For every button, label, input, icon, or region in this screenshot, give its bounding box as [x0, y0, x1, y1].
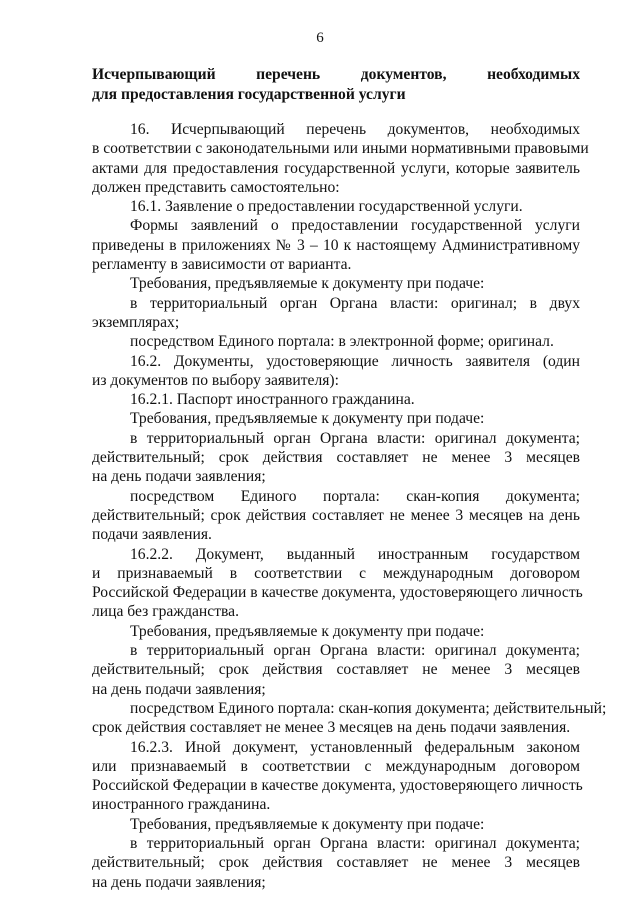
paragraph-line: Требования, предъявляемые к документу при подаче:	[130, 815, 485, 833]
paragraph-line: 16.2.1. Паспорт иностранного гражданина.	[130, 391, 415, 409]
paragraph-line: действительный; срок действия составляет не менее 3 месяцев	[92, 854, 580, 872]
paragraph-line: экземплярах;	[92, 313, 180, 331]
paragraph-line: Российской Федерации в качестве документа, удостоверяющего личность	[92, 777, 583, 795]
paragraph-line: Формы заявлений о предоставлении государственной услуги	[130, 217, 580, 235]
paragraph-line: в территориальный орган Органа власти: оригинал; в двух	[130, 294, 580, 312]
paragraph-line: должен представить самостоятельно:	[92, 178, 340, 196]
paragraph-line: 16.2.2. Документ, выданный иностранным государством	[130, 545, 580, 563]
paragraph-line: на день подачи заявления;	[92, 468, 266, 486]
paragraph-line: или признаваемый в соответствии с международным договором	[92, 757, 580, 775]
paragraph-line: лица без гражданства.	[92, 603, 239, 621]
document-body	[92, 120, 607, 892]
paragraph-line: из документов по выбору заявителя):	[92, 371, 339, 389]
paragraph-line: посредством Единого портала: скан-копия документа;	[130, 487, 580, 505]
paragraph-line: регламенту в зависимости от варианта.	[92, 256, 352, 274]
paragraph-line: и признаваемый в соответствии с международным договором	[92, 564, 580, 582]
paragraph-line: иностранного гражданина.	[92, 796, 271, 814]
paragraph-line: на день подачи заявления;	[92, 873, 266, 891]
paragraph-line: 16. Исчерпывающий перечень документов, необходимых	[130, 121, 580, 138]
paragraph-line: в территориальный орган Органа власти: оригинал документа;	[130, 642, 580, 660]
paragraph-line: на день подачи заявления;	[92, 680, 266, 698]
paragraph-line: посредством Единого портала: в электронной форме; оригинал.	[130, 333, 554, 351]
paragraph-line: в соответствии с законодательными или иными нормативными правовыми	[92, 140, 589, 158]
paragraph-line: действительный; срок действия составляет не менее 3 месяцев	[92, 449, 580, 467]
paragraph-line: 16.2. Документы, удостоверяющие личность заявителя (один	[130, 352, 580, 370]
paragraph-line: Российской Федерации в качестве документа, удостоверяющего личность	[92, 584, 583, 602]
title-line: для предоставления государственной услуги	[92, 86, 406, 103]
paragraph-line: срок действия составляет не менее 3 месяцев на день подачи заявления.	[92, 719, 571, 737]
paragraph-line: Требования, предъявляемые к документу при подаче:	[130, 622, 485, 640]
paragraph-line: действительный; срок действия составляет не менее 3 месяцев	[92, 661, 580, 679]
paragraph-line: Требования, предъявляемые к документу при подаче:	[130, 410, 485, 428]
paragraph-line: подачи заявления.	[92, 526, 212, 544]
paragraph-line: в территориальный орган Органа власти: оригинал документа;	[130, 834, 580, 852]
paragraph-line: в территориальный орган Органа власти: оригинал документа;	[130, 429, 580, 447]
paragraph-line: 16.2.3. Иной документ, установленный федеральным законом	[130, 738, 580, 756]
paragraph-line: приведены в приложениях № 3 – 10 к настоящему Административному	[92, 236, 580, 254]
page-number: 6	[316, 30, 324, 46]
paragraph-line: действительный; срок действия составляет не менее 3 месяцев на день	[92, 506, 580, 524]
title-line: Исчерпывающий перечень документов, необходимых	[92, 66, 580, 83]
section-title	[92, 65, 580, 105]
paragraph-line: Требования, предъявляемые к документу при подаче:	[130, 275, 485, 293]
paragraph-line: актами для предоставления государственной услуги, которые заявитель	[92, 159, 580, 177]
paragraph-line: посредством Единого портала: скан-копия документа; действительный;	[130, 699, 607, 717]
paragraph-line: 16.1. Заявление о предоставлении государственной услуги.	[130, 198, 523, 216]
